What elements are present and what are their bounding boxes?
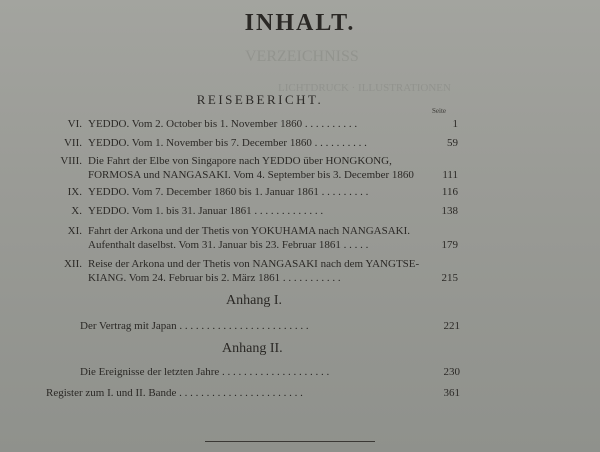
entry-text: KIANG. Vom 24. Februar bis 2. März 1861 . . . . . . . . . . . — [88, 272, 341, 284]
page-title: INHALT. — [244, 10, 356, 36]
show-through-text: LICHTDRUCK · ILLUSTRATIONEN — [278, 82, 451, 94]
page-number: 138 — [441, 205, 458, 217]
chapter-number: VIII. — [60, 155, 82, 167]
chapter-number: VII. — [63, 137, 82, 149]
show-through-text: VERZEICHNISS — [245, 48, 359, 65]
chapter-number: VI. — [67, 118, 82, 130]
entry-text: YEDDO. Vom 2. October bis 1. November 1860 . . . . . . . . . . — [88, 118, 358, 130]
page-number: 116 — [441, 186, 458, 198]
entry-text: Register zum I. und II. Bande . . . . . . . . . . . . . . . . . . . . . . . — [46, 387, 303, 399]
entry-text: FORMOSA und NANGASAKI. Vom 4. September bis 3. December 1860 — [88, 169, 414, 181]
chapter-number: XI. — [67, 225, 82, 237]
entry-text: Aufenthalt daselbst. Vom 31. Januar bis 23. Februar 1861 . . . . . — [88, 239, 369, 251]
chapter-number: IX. — [67, 186, 82, 198]
page-number: 59 — [447, 137, 458, 149]
entry-text: Die Fahrt der Elbe von Singapore nach YEDDO über HONGKONG, — [88, 155, 392, 167]
page-number: 111 — [442, 169, 458, 181]
entry-text: Die Ereignisse der letzten Jahre . . . . . . . . . . . . . . . . . . . . — [80, 366, 330, 378]
page-number: 1 — [452, 118, 458, 130]
chapter-number: X. — [71, 205, 82, 217]
appendix-heading: Anhang I. — [226, 293, 282, 308]
entry-text: YEDDO. Vom 7. December 1860 bis 1. Januar 1861 . . . . . . . . . — [88, 186, 369, 198]
bottom-rule — [205, 441, 375, 442]
page-number: 230 — [443, 366, 460, 378]
page-column-label: Seite — [432, 107, 446, 115]
section-heading: REISEBERICHT. — [196, 92, 324, 107]
entry-text: YEDDO. Vom 1. bis 31. Januar 1861 . . . . . . . . . . . . . — [88, 205, 324, 217]
appendix-heading: Anhang II. — [222, 341, 283, 356]
page-number: 179 — [441, 239, 458, 251]
page-number: 215 — [441, 272, 458, 284]
page-number: 221 — [443, 320, 460, 332]
chapter-number: XII. — [63, 258, 82, 270]
entry-text: Reise der Arkona und der Thetis von NANGASAKI nach dem YANGTSE- — [88, 258, 420, 270]
entry-text: Der Vertrag mit Japan . . . . . . . . . . . . . . . . . . . . . . . . — [80, 320, 309, 332]
entry-text: Fahrt der Arkona und der Thetis von YOKUHAMA nach NANGASAKI. — [88, 225, 411, 237]
page-number: 361 — [443, 387, 460, 399]
entry-text: YEDDO. Vom 1. November bis 7. December 1860 . . . . . . . . . . — [88, 137, 367, 149]
